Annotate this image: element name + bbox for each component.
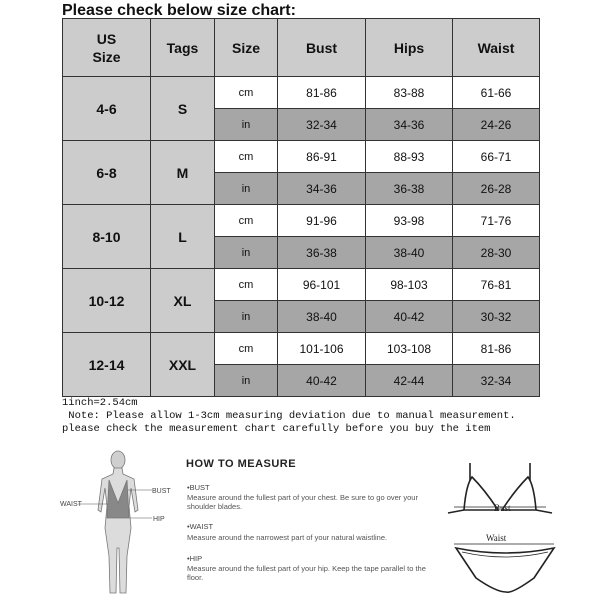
waist-in-cell: 32-34 <box>453 365 540 397</box>
table-row <box>63 77 540 109</box>
bust-in-cell: 32-34 <box>278 109 366 141</box>
waist-in-cell: 24-26 <box>453 109 540 141</box>
unit-cell-in: in <box>215 237 278 269</box>
unit-cell-in: in <box>215 173 278 205</box>
unit-cell-in: in <box>215 301 278 333</box>
bikini-top-bust-label: Bust <box>494 503 511 513</box>
table-row <box>63 141 540 173</box>
us-size-cell: 6-8 <box>63 141 151 205</box>
how-to-measure-title: HOW TO MEASURE <box>186 458 297 470</box>
hips-cm-cell: 98-103 <box>366 269 453 301</box>
notes <box>62 397 516 436</box>
hips-in-cell: 34-36 <box>366 109 453 141</box>
waist-cm-cell: 66-71 <box>453 141 540 173</box>
us-size-cell: 10-12 <box>63 269 151 333</box>
page-title: Please check below size chart: <box>62 2 296 19</box>
header-tags: Tags <box>151 19 215 77</box>
unit-cell-cm: cm <box>215 269 278 301</box>
bust-in-cell: 38-40 <box>278 301 366 333</box>
bikini-bottom-illustration <box>450 528 560 598</box>
waist-cm-cell: 71-76 <box>453 205 540 237</box>
hips-cm-cell: 83-88 <box>366 77 453 109</box>
bust-in-cell: 36-38 <box>278 237 366 269</box>
figure-hip-label: HIP <box>153 516 165 523</box>
hip-heading: •HIP <box>187 554 203 563</box>
body-figure-illustration <box>60 448 180 598</box>
waist-in-cell: 30-32 <box>453 301 540 333</box>
waist-in-cell: 26-28 <box>453 173 540 205</box>
size-chart-table <box>62 18 540 397</box>
header-waist: Waist <box>453 19 540 77</box>
figure-waist-label: WAIST <box>60 501 82 508</box>
tag-cell: L <box>151 205 215 269</box>
header-size: Size <box>215 19 278 77</box>
table-row <box>63 269 540 301</box>
unit-cell-in: in <box>215 109 278 141</box>
unit-cell-cm: cm <box>215 141 278 173</box>
hip-description: Measure around the fullest part of your hip. Keep the tape parallel to the floor. <box>187 564 426 582</box>
bust-heading: •BUST <box>187 483 210 492</box>
table-row <box>63 205 540 237</box>
bust-in-cell: 34-36 <box>278 173 366 205</box>
hips-cm-cell: 103-108 <box>366 333 453 365</box>
figure-bust-label: BUST <box>152 488 171 495</box>
hips-in-cell: 40-42 <box>366 301 453 333</box>
hips-cm-cell: 93-98 <box>366 205 453 237</box>
hips-in-cell: 36-38 <box>366 173 453 205</box>
hips-in-cell: 42-44 <box>366 365 453 397</box>
unit-cell-in: in <box>215 365 278 397</box>
hips-in-cell: 38-40 <box>366 237 453 269</box>
bust-in-cell: 40-42 <box>278 365 366 397</box>
table-row <box>63 333 540 365</box>
waist-cm-cell: 76-81 <box>453 269 540 301</box>
bikini-bottom-waist-label: Waist <box>486 533 507 543</box>
waist-cm-cell: 81-86 <box>453 333 540 365</box>
tag-cell: M <box>151 141 215 205</box>
note-deviation: Note: Please allow 1-3cm measuring deviation due to manual measurement. <box>62 410 516 422</box>
bust-cm-cell: 96-101 <box>278 269 366 301</box>
note-conversion: 1inch=2.54cm <box>62 397 138 409</box>
bust-cm-cell: 81-86 <box>278 77 366 109</box>
tag-cell: XL <box>151 269 215 333</box>
bust-cm-cell: 101-106 <box>278 333 366 365</box>
bikini-top-illustration <box>440 455 560 525</box>
bust-description: Measure around the fullest part of your chest. Be sure to go over your shoulder blades. <box>187 493 418 511</box>
unit-cell-cm: cm <box>215 333 278 365</box>
waist-in-cell: 28-30 <box>453 237 540 269</box>
header-bust: Bust <box>278 19 366 77</box>
us-size-cell: 4-6 <box>63 77 151 141</box>
unit-cell-cm: cm <box>215 205 278 237</box>
waist-cm-cell: 61-66 <box>453 77 540 109</box>
unit-cell-cm: cm <box>215 77 278 109</box>
note-check: please check the measurement chart carefully before you buy the item <box>62 423 491 435</box>
tag-cell: XXL <box>151 333 215 397</box>
hips-cm-cell: 88-93 <box>366 141 453 173</box>
waist-heading: •WAIST <box>187 522 214 531</box>
bust-cm-cell: 86-91 <box>278 141 366 173</box>
header-hips: Hips <box>366 19 453 77</box>
waist-description: Measure around the narrowest part of your natural waistline. <box>187 533 388 542</box>
tag-cell: S <box>151 77 215 141</box>
bust-cm-cell: 91-96 <box>278 205 366 237</box>
header-us-size: US Size <box>63 19 151 77</box>
us-size-cell: 8-10 <box>63 205 151 269</box>
us-size-cell: 12-14 <box>63 333 151 397</box>
